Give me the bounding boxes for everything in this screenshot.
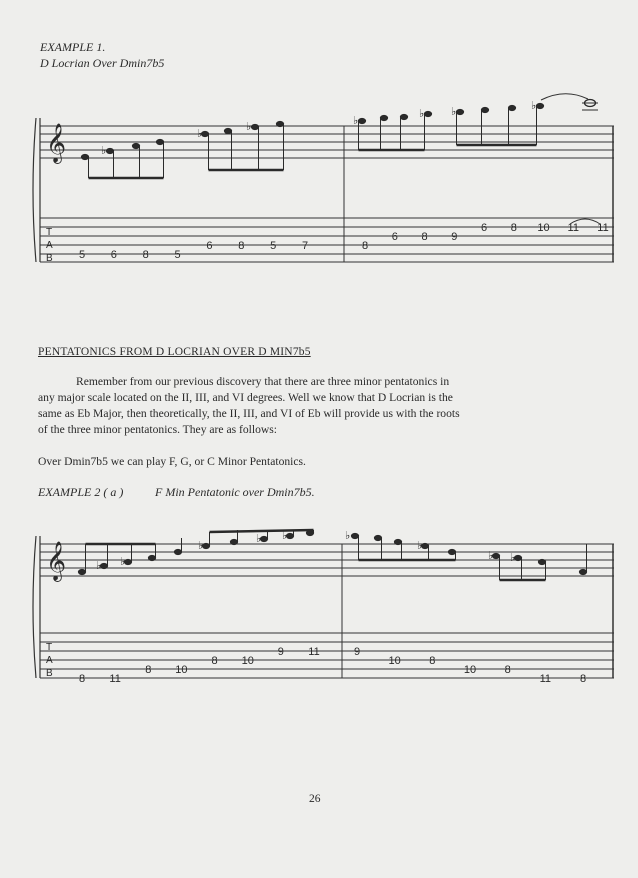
paragraph-line: any major scale located on the II, III, and VI degrees. Well we know that D Locrian is the [38, 391, 453, 404]
tab-letter-t: T [46, 642, 53, 653]
svg-text:♭: ♭ [510, 552, 516, 564]
svg-text:♭: ♭ [101, 145, 107, 157]
tab-fret-number: 9 [451, 231, 458, 243]
svg-text:♭: ♭ [353, 115, 359, 127]
tab-fret-number: 6 [206, 240, 213, 252]
example2-notes [78, 530, 586, 580]
tab-fret-number: 8 [78, 673, 86, 685]
svg-text:♭: ♭ [120, 556, 126, 568]
tab-fret-number: 7 [301, 240, 309, 252]
treble-clef-icon: 𝄞 [46, 543, 67, 580]
note-line: Over Dmin7b5 we can play F, G, or C Minor Pentatonics. [38, 455, 306, 468]
svg-text:♭: ♭ [197, 128, 203, 140]
svg-text:♭: ♭ [488, 550, 494, 562]
tab-fret-number: 8 [145, 664, 152, 676]
paragraph-line: Remember from our previous discovery that there are three minor pentatonics in [76, 375, 450, 388]
tab-fret-number: 5 [174, 249, 181, 261]
tab-fret-number: 8 [421, 231, 428, 243]
example2-tab-numbers [79, 646, 586, 685]
svg-text:♭: ♭ [198, 540, 204, 552]
svg-text:♭: ♭ [451, 106, 457, 118]
tab-fret-number: 6 [391, 231, 398, 243]
example2-subtitle: F Min Pentatonic over Dmin7b5. [155, 485, 315, 499]
tab-letter-b: B [46, 668, 53, 679]
tab-fret-number: 10 [388, 655, 401, 667]
svg-text:♭: ♭ [345, 530, 351, 542]
tab-letter-a: A [46, 655, 53, 666]
tab-fret-number: 11 [539, 673, 552, 685]
tab-fret-number: 10 [175, 664, 188, 676]
page-number: 26 [309, 793, 321, 805]
svg-text:♭: ♭ [96, 560, 102, 572]
example1-title: EXAMPLE 1. [40, 40, 106, 54]
tab-fret-number: 6 [110, 249, 117, 261]
tab-fret-number: 8 [429, 655, 436, 667]
svg-text:♭: ♭ [531, 100, 537, 112]
tab-fret-number: 8 [504, 664, 511, 676]
svg-text:♭: ♭ [417, 540, 423, 552]
example2-title: EXAMPLE 2 ( a ) [38, 485, 124, 499]
tab-fret-number: 8 [238, 240, 245, 252]
tab-fret-number: 9 [353, 646, 361, 658]
tab-letter-t: T [46, 227, 53, 238]
example1-subtitle: D Locrian Over Dmin7b5 [40, 56, 165, 70]
tab-fret-number: 10 [537, 222, 550, 234]
tab-fret-number: 11 [567, 222, 579, 234]
tab-fret-number: 10 [241, 655, 254, 667]
tab-letter-a: A [46, 240, 53, 251]
tab-fret-number: 8 [361, 240, 369, 252]
example2-tab-staff [40, 633, 614, 685]
svg-text:♭: ♭ [246, 121, 252, 133]
svg-text:♭: ♭ [256, 533, 262, 545]
tab-fret-number: 8 [579, 673, 587, 685]
tab-fret-number: 11 [308, 646, 320, 658]
tab-fret-number: 8 [142, 249, 149, 261]
svg-text:♭: ♭ [282, 530, 288, 542]
tab-fret-number: 11 [109, 673, 121, 685]
svg-text:♭: ♭ [419, 108, 425, 120]
tab-fret-number: 10 [463, 664, 477, 676]
tab-fret-number: 5 [78, 249, 86, 261]
paragraph-line: of the three minor pentatonics. They are as follows: [38, 423, 277, 436]
tab-fret-number: 8 [211, 655, 218, 667]
treble-clef-icon: 𝄞 [46, 125, 67, 162]
tab-fret-number: 8 [510, 222, 517, 234]
tab-fret-number: 5 [270, 240, 277, 252]
paragraph-line: same as Eb Major, then theoretically, the II, III, and VI of Eb will provide us with the roots [38, 407, 460, 420]
tab-fret-number: 11 [597, 222, 609, 234]
tab-fret-number: 6 [480, 222, 488, 234]
tab-fret-number: 9 [277, 646, 284, 658]
tab-letter-b: B [46, 253, 53, 264]
section-heading: PENTATONICS FROM D LOCRIAN OVER D MIN7b5 [38, 346, 311, 358]
